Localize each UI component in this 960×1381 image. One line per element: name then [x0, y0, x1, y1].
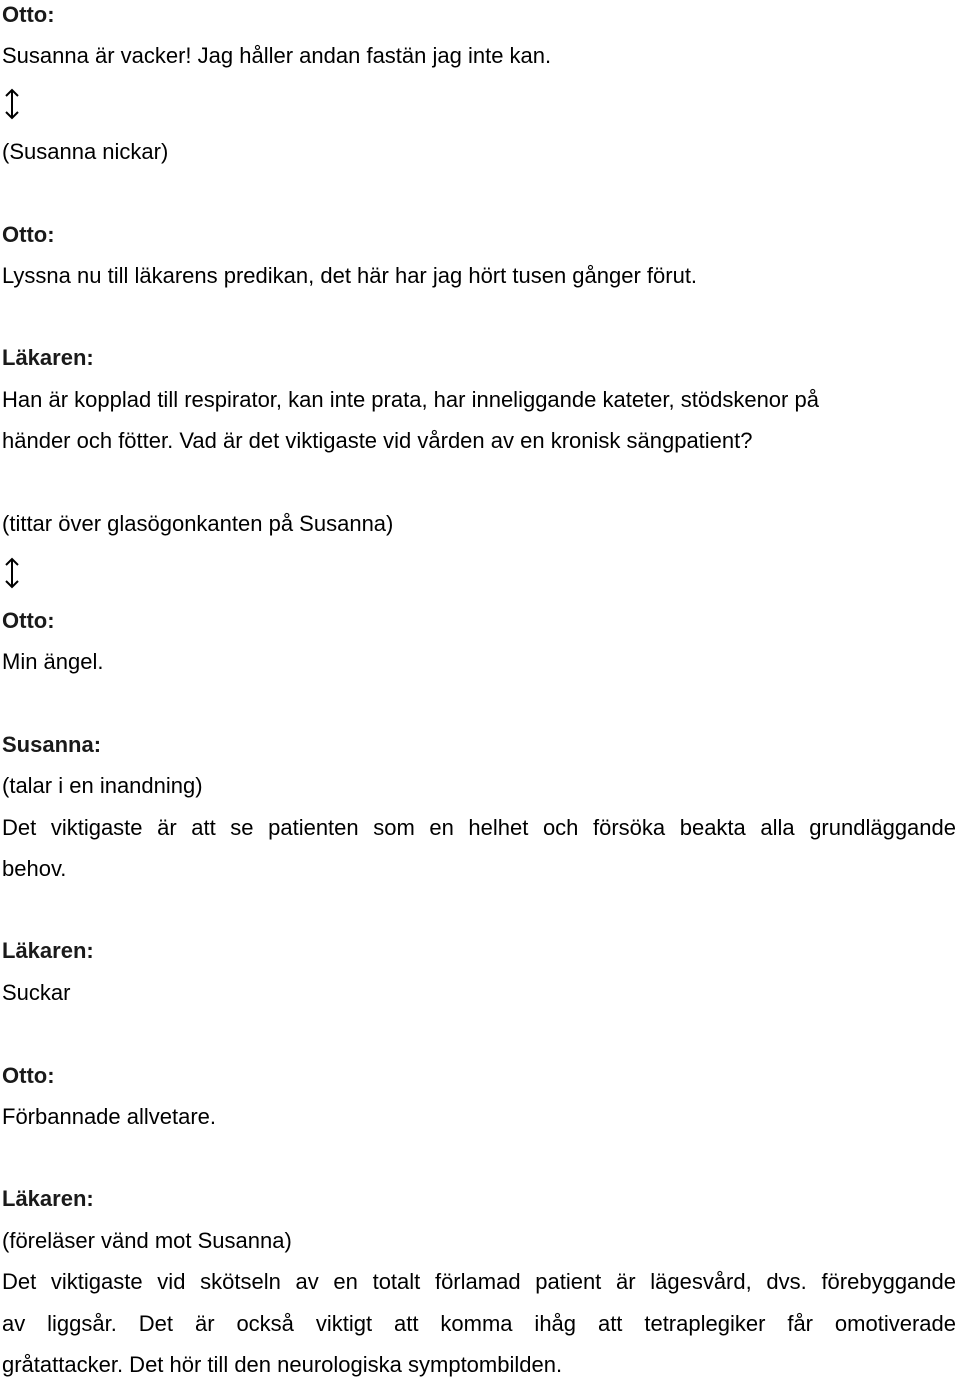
dialogue-line: Lyssna nu till läkarens predikan, det här har jag hört tusen gånger förut. — [2, 263, 698, 288]
speaker-label: Läkaren: — [2, 938, 94, 963]
speaker-label: Otto: — [2, 222, 55, 247]
stage-direction: (talar i en inandning) — [2, 773, 203, 798]
dialogue-line: händer och fötter. Vad är det viktigaste vid vården av en kronisk sängpatient? — [2, 428, 753, 453]
dialogue-line: Min ängel. — [2, 649, 104, 674]
speaker-label: Otto: — [2, 2, 55, 27]
stage-direction: (tittar över glasögonkanten på Susanna) — [2, 511, 394, 536]
speaker-label: Läkaren: — [2, 345, 94, 370]
dialogue-line: Det viktigaste är att se patienten som en helhet och försöka beakta alla grundläggande — [2, 815, 956, 840]
dialogue-line: Han är kopplad till respirator, kan inte prata, har inneliggande kateter, stödskenor på — [2, 387, 819, 412]
stage-direction: (föreläser vänd mot Susanna) — [2, 1228, 292, 1253]
up-down-arrow-icon — [4, 556, 20, 590]
speaker-label: Otto: — [2, 1063, 55, 1088]
stage-direction: (Susanna nickar) — [2, 139, 169, 164]
dialogue-line: gråtattacker. Det hör till den neurologiska symptombilden. — [2, 1352, 563, 1377]
speaker-label: Läkaren: — [2, 1186, 94, 1211]
dialogue-line: Förbannade allvetare. — [2, 1104, 217, 1129]
dialogue-line: Susanna är vacker! Jag håller andan fastän jag inte kan. — [2, 43, 552, 68]
dialogue-line: Det viktigaste vid skötseln av en totalt förlamad patient är lägesvård, dvs. förebyggande — [2, 1269, 956, 1294]
dialogue-line: behov. — [2, 856, 67, 881]
speaker-label: Susanna: — [2, 732, 102, 757]
up-down-arrow-icon — [4, 87, 20, 121]
stage-direction: Suckar — [2, 980, 71, 1005]
dialogue-line: av liggsår. Det är också viktigt att komma ihåg att tetraplegiker får omotiverade — [2, 1311, 956, 1336]
speaker-label: Otto: — [2, 608, 55, 633]
